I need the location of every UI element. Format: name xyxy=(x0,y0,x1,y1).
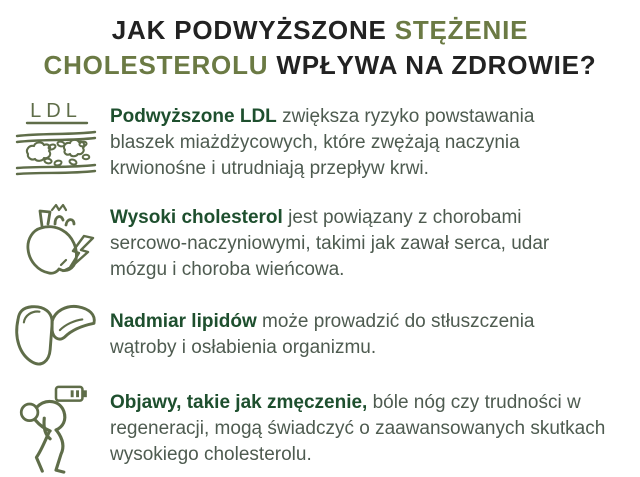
section-rest-text: zwiększa ryzyko powstawania blaszek miażdżycowych, które zwężają naczynia krwionośne i utrudniają przepływ krwi. xyxy=(110,106,535,179)
section-heart xyxy=(8,200,626,288)
section-bold-text: Wysoki cholesterol xyxy=(110,207,283,228)
section-rest-text: bóle nóg czy trudności w regeneracji, mogą świadczyć o zaawansowanych skutkach wysokiego cholesterolu. xyxy=(110,392,606,465)
sections-list xyxy=(0,100,640,476)
title-text-dark: JAK PODWYŻSZONE xyxy=(111,15,395,45)
heart-attack-icon xyxy=(8,200,104,288)
section-bold-text: Nadmiar lipidów xyxy=(110,311,257,332)
title-line-2 xyxy=(0,48,640,83)
section-bold-text: Podwyższone LDL xyxy=(110,106,277,127)
liver-icon xyxy=(8,298,104,372)
section-text xyxy=(110,205,572,283)
section-ldl xyxy=(8,100,626,186)
section-rest-text: może prowadzić do stłuszczenia wątroby i osłabienia organizmu. xyxy=(110,311,535,358)
title-text-dark: WPŁYWA NA ZDROWIE? xyxy=(268,50,597,80)
section-text xyxy=(110,309,572,361)
title-text-green: CHOLESTEROLU xyxy=(43,50,269,80)
ldl-label: LDL xyxy=(30,100,82,122)
section-rest-text: jest powiązany z chorobami sercowo-naczyniowymi, takimi jak zawał serca, udar mózgu i choroba wieńcowa. xyxy=(110,207,550,280)
tired-person-low-battery-icon xyxy=(8,382,104,476)
section-liver xyxy=(8,298,626,372)
title-line-1 xyxy=(0,13,640,48)
section-text xyxy=(110,390,616,468)
page-title xyxy=(0,13,640,83)
infographic-page xyxy=(0,13,640,477)
section-symptoms xyxy=(8,382,626,476)
title-text-green: STĘŻENIE xyxy=(394,15,529,45)
section-bold-text: Objawy, takie jak zmęczenie, xyxy=(110,392,368,413)
ldl-artery-plaque-icon xyxy=(8,100,104,186)
section-text xyxy=(110,104,550,182)
